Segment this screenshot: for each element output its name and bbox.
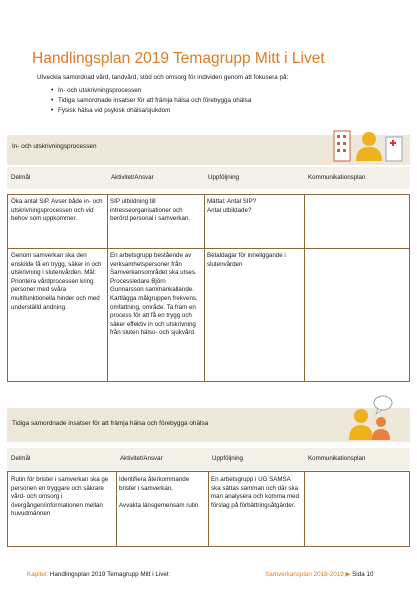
table-header <box>7 448 410 470</box>
table-cell: En arbetsgrupp i UG SAMSA ska sättas samman och där ska man analysera och komma med förslag på förbättringsåtgärder. <box>211 476 300 509</box>
table-cell: SIP utbildning till intresseorganisationer och berörd personal i samverkan. <box>110 198 191 223</box>
table-cell: Identifiera återkommande brister i samverkan, Avvakta länsgemensam rutin <box>119 476 199 509</box>
focus-list <box>51 86 252 116</box>
list-item: • Fysisk hälsa vid psykisk ohälsa/sjukdom <box>51 107 171 114</box>
footer-doc-name: Samverkansplan 2018-2019 <box>265 571 344 578</box>
section-title: In- och utskrivningsprocessen <box>12 143 97 150</box>
intro-text: Utveckla samordnad vård, tandvård, stöd och omsorg för individen genom att fokusera på: <box>37 74 289 81</box>
col-uppfoljning: Uppföljning <box>212 455 243 462</box>
col-delmal: Delmål <box>11 455 31 462</box>
table-cell: Öka antal SiP. Avser både in- och utskrivningsprocessen och vid behov som uppkommer. <box>11 198 103 223</box>
footer-chapter-label: Kapitel: <box>27 571 49 578</box>
people-speech-icon <box>339 394 399 442</box>
footer-doc <box>265 571 373 578</box>
hospital-building-icon <box>332 125 404 165</box>
table-cell: Genom samverkan ska den enskilde få en trygg, säker in och utskrivning i slutenvården. Mål: Prioritera vårdprocessen kring personer med svåra multifunktionella hinder och med underställd andning. <box>11 252 102 311</box>
page-number: Sida 10 <box>352 571 374 578</box>
footer-chapter <box>27 571 169 578</box>
page-title: Handlingsplan 2019 Temagrupp Mitt i Livet <box>32 50 325 67</box>
table-cell: Mättal: Antal SIP? Antal utbildade? <box>207 198 257 214</box>
section-header-band <box>7 408 410 442</box>
footer-chapter-name: Handlingsplan 2019 Temagrupp Mitt i Livet <box>49 571 169 578</box>
col-aktivitet: Aktivitet/Ansvar <box>120 455 163 462</box>
table-body <box>7 471 410 547</box>
col-aktivitet: Aktivitet/Ansvar <box>111 174 154 181</box>
table-cell: Betaldagar för inneliggande i slutenvården <box>207 252 286 268</box>
table-body <box>7 194 410 382</box>
table-cell: Rutin för brister i samverkan ska ge personen en tryggare och säkrare vård- och omsorg i övergången/informationen mellan huvudmännen <box>11 476 109 518</box>
table-header <box>7 167 410 189</box>
list-item: • In- och utskrivningsprocessen <box>51 87 142 94</box>
section-title: Tidiga samordnade insatser för att främja hälsa och förebygga ohälsa <box>12 420 209 427</box>
arrow-right-icon: ▶ <box>345 571 351 578</box>
section-header-band <box>7 135 410 165</box>
list-item: • Tidiga samordnade insatser för att främja hälsa och förebygga ohälsa <box>51 97 252 104</box>
col-kommunikation: Kommunikationsplan <box>308 174 366 181</box>
col-kommunikation: Kommunikationsplan <box>308 455 366 462</box>
col-uppfoljning: Uppföljning <box>208 174 239 181</box>
table-cell: En arbetsgrupp bestående av verksamhetspersoner från Samverkansområdet ska utses. Processledare Björn Gunnarsson sammankallande. Kartlägga målgruppen frekvens, omfattning, område. Ta fram en process för att få en trygg och säker effektiv in och utskrivning från sluten hälso- och sjukvård. <box>110 252 198 337</box>
col-delmal: Delmål <box>11 174 31 181</box>
